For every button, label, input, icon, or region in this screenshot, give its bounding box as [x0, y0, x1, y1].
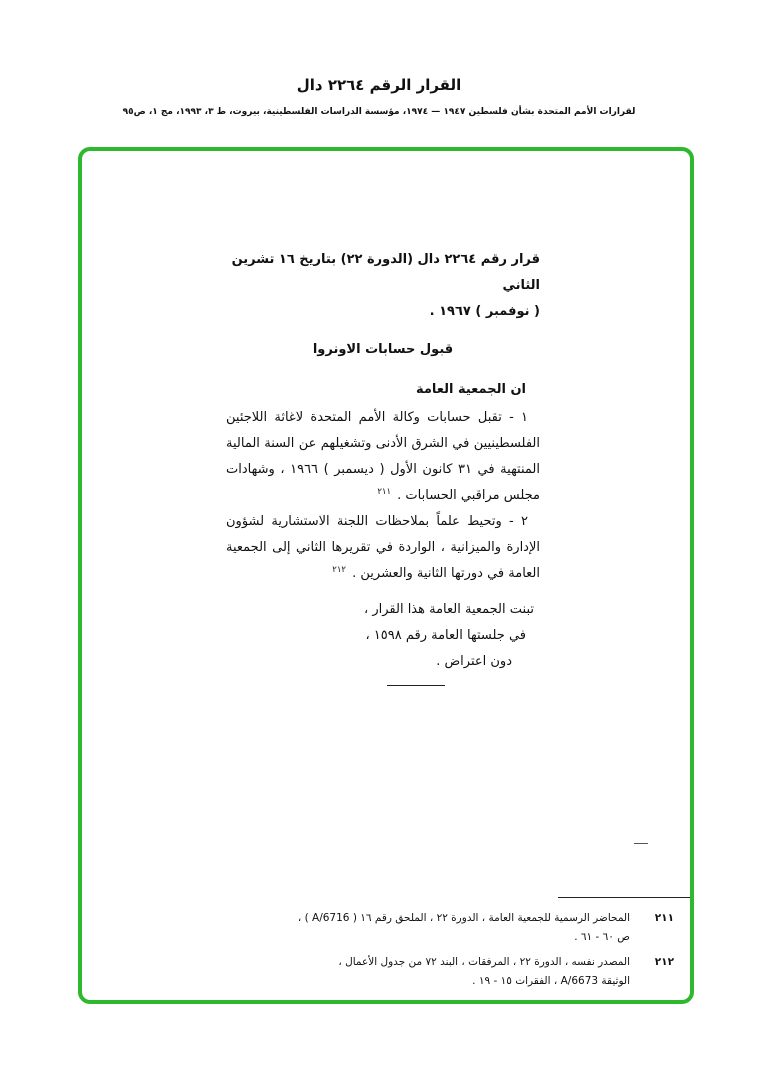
adoption-line-3: دون اعتراض . — [436, 654, 512, 669]
resolution-heading-line1: قرار رقم ٢٢٦٤ دال (الدورة ٢٢) بتاريخ ١٦ تشرين الثاني — [231, 252, 540, 293]
footnote-211 — [88, 909, 674, 948]
footnote-211-line2: ص ٦٠ - ٦١ . — [574, 931, 630, 944]
footnote-211-number: ٢١١ — [654, 912, 674, 924]
footnote-separator-rule — [558, 897, 690, 898]
paragraph-1-text: ١ - تقبل حسابات وكالة الأمم المتحدة لاغاثة اللاجئين الفلسطينيين في الشرق الأدنى وتشغيلهم عن السنة المالية المنتهية في ٣١ كانون الأول ( ديسمبر ) ١٩٦٦ ، وشهادات مجلس مراقبي الحسابات . — [226, 410, 540, 503]
resolution-opening: ان الجمعية العامة — [415, 382, 526, 397]
resolution-body — [226, 247, 540, 686]
footnote-ref-212: ٢١٢ — [332, 564, 346, 575]
footnotes-section — [88, 909, 674, 997]
end-of-text-rule — [387, 685, 445, 686]
footnote-212 — [88, 953, 674, 992]
adoption-statement — [226, 597, 540, 675]
footnote-212-text — [88, 953, 630, 992]
footnote-212-line1: المصدر نفسه ، الدورة ٢٢ ، المرفقات ، البند ٧٢ من جدول الأعمال ، — [338, 955, 630, 968]
footnote-211-text — [88, 909, 630, 948]
adoption-line-2: في جلستها العامة رقم ١٥٩٨ ، — [365, 628, 526, 643]
resolution-paragraph-1 — [226, 405, 540, 509]
resolution-number-title: القرار الرقم ٢٢٦٤ دال — [296, 76, 462, 94]
resolution-heading — [226, 247, 540, 325]
stray-dash-mark — [634, 843, 648, 844]
footnote-212-number: ٢١٢ — [654, 955, 674, 968]
page-header — [0, 76, 758, 117]
footnote-ref-211: ٢١١ — [377, 486, 392, 497]
paragraph-2-text: ٢ - وتحيط علماً بملاحظات اللجنة الاستشارية لشؤون الإدارة والميزانية ، الواردة في تقريرها الثاني إلى الجمعية العامة في دورتها الثانية والعشرين . — [226, 514, 540, 581]
footnote-211-line1: المحاضر الرسمية للجمعية العامة ، الدورة ٢٢ ، الملحق رقم ١٦ ( A/6716 ) ، — [297, 912, 630, 924]
resolution-paragraph-2 — [226, 509, 540, 587]
source-citation: لقرارات الأمم المتحدة بشأن فلسطين ١٩٤٧ — ١٩٧٤، مؤسسة الدراسات الفلسطينية، بيروت، ط ٣، ١٩٩٣، مج ١، ص٩٥ — [122, 107, 636, 117]
document-frame — [78, 147, 694, 1004]
resolution-subject: قبول حسابات الاونروا — [312, 342, 454, 357]
adoption-line-1: تبنت الجمعية العامة هذا القرار ، — [364, 602, 534, 617]
footnote-212-line2: الوثيقة A/6673 ، الفقرات ١٥ - ١٩ . — [472, 975, 630, 988]
resolution-heading-line2: ( نوفمبر ) ١٩٦٧ . — [429, 304, 540, 319]
